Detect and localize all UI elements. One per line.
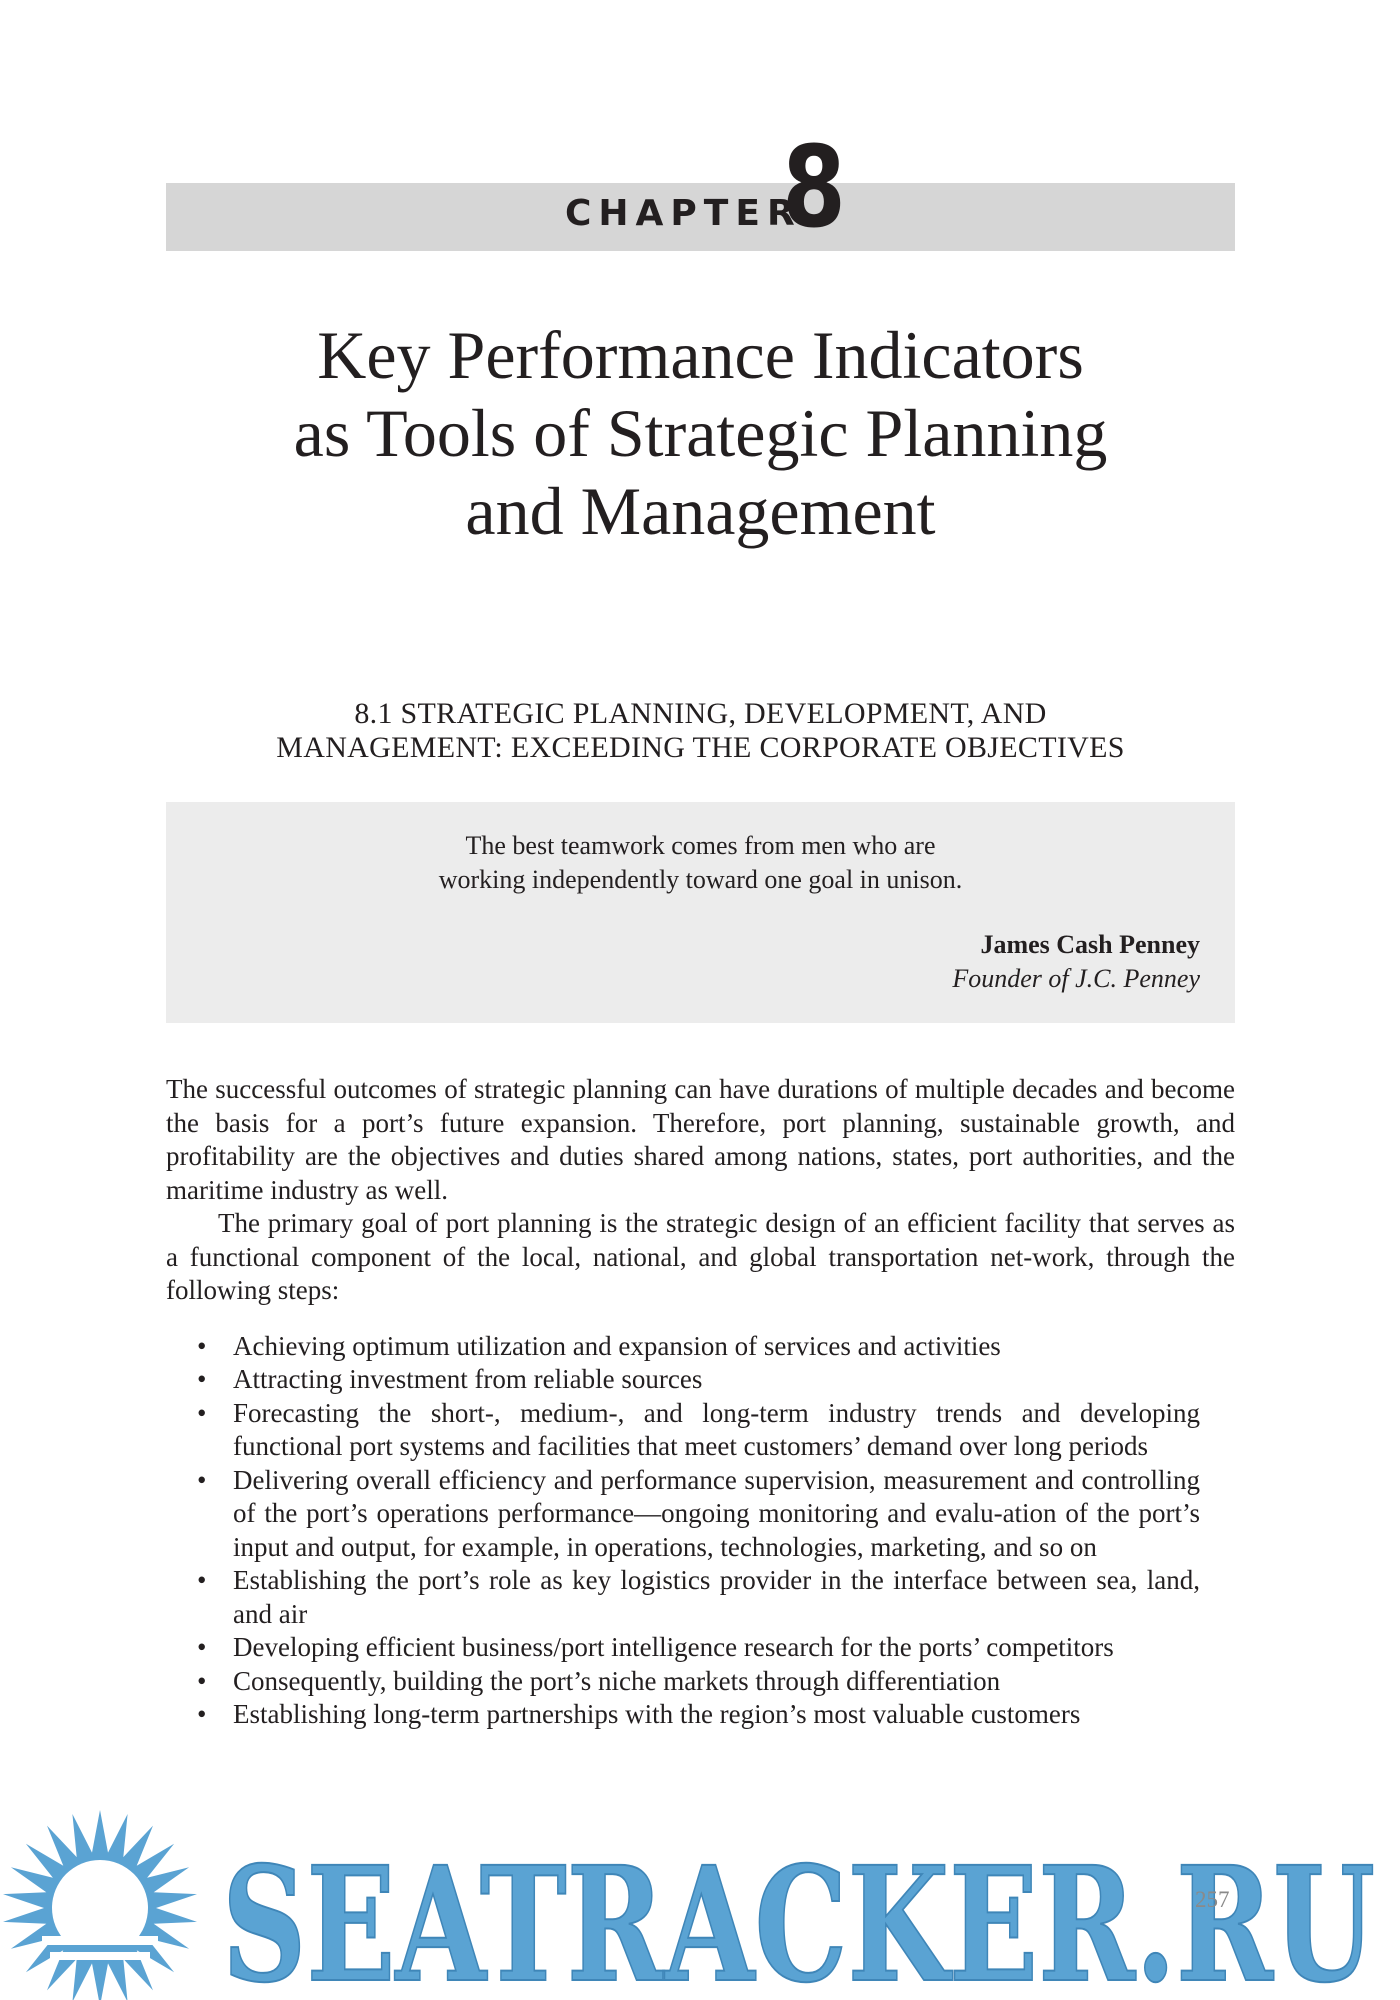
bullet-icon: • (197, 1397, 207, 1428)
chapter-title-line: as Tools of Strategic Planning (293, 395, 1108, 471)
paragraph: The successful outcomes of strategic planning can have durations of multiple decades and become the basis for a port’s future expansion. Therefore, port planning, sustainable growth, and profitability are the objectives and duties shared among nations, states, port authorities, and the maritime industry as well. (166, 1074, 1235, 1205)
watermark-text: SEATRACKER.RU (222, 1833, 1375, 2000)
epigraph-quote (166, 829, 1235, 897)
epigraph-author: James Cash Penney (980, 930, 1200, 959)
bullet-icon: • (197, 1464, 207, 1495)
list-item-text: Delivering overall efficiency and performance supervision, measurement and controlling of the port’s operations performance—ongoing monitoring and evalu-ation of the port’s input and output, for example, in operations, technologies, marketing, and so on (233, 1464, 1200, 1562)
section-heading (166, 697, 1235, 765)
section-heading-line: MANAGEMENT: EXCEEDING THE CORPORATE OBJECTIVES (276, 731, 1125, 764)
bullet-list (166, 1330, 1200, 1732)
bullet-icon: • (197, 1632, 207, 1662)
list-item-text: Developing efficient business/port intelligence research for the ports’ competitors (233, 1632, 1114, 1662)
list-item-text: Achieving optimum utilization and expansion of services and activities (233, 1330, 1001, 1361)
chapter-title (166, 316, 1235, 550)
bullet-icon: • (197, 1665, 207, 1696)
bullet-icon: • (197, 1330, 207, 1361)
list-item-text: Attracting investment from reliable sources (233, 1364, 703, 1394)
section-heading-line: 8.1 STRATEGIC PLANNING, DEVELOPMENT, AND (354, 697, 1047, 730)
epigraph-author-role: Founder of J.C. Penney (952, 964, 1200, 993)
list-item-text: Forecasting the short-, medium-, and long-term industry trends and developing functional port systems and facilities that meet customers’ demand over long periods (233, 1397, 1200, 1461)
list-item-text: Consequently, building the port’s niche markets through differentiation (233, 1665, 1001, 1696)
page-number: 257 (1195, 1887, 1230, 1912)
list-item-text: Establishing long-term partnerships with the region’s most valuable customers (233, 1699, 1081, 1729)
list-item (197, 1397, 1200, 1464)
chapter-number: 8 (782, 123, 846, 253)
watermark (0, 1790, 1400, 2000)
list-item (197, 1464, 1200, 1565)
bullet-icon: • (197, 1565, 207, 1595)
bullet-icon: • (197, 1699, 207, 1729)
list-item (197, 1330, 1200, 1364)
chapter-label: CHAPTER (565, 193, 802, 234)
epigraph-line: The best teamwork comes from men who are (465, 831, 936, 860)
bullet-icon: • (197, 1364, 207, 1394)
body-text (166, 1073, 1235, 1732)
chapter-title-line: and Management (465, 473, 936, 549)
list-item (197, 1665, 1200, 1699)
sun-icon (3, 1810, 197, 2000)
epigraph-line: working independently toward one goal in unison. (438, 865, 963, 894)
list-item (197, 1698, 1200, 1732)
paragraph: The primary goal of port planning is the strategic design of an efficient facility that serves as a functional component of the local, national, and global transportation net-work, through the following steps: (166, 1208, 1235, 1305)
list-item (197, 1564, 1200, 1631)
list-item-text: Establishing the port’s role as key logistics provider in the interface between sea, land, and air (233, 1565, 1200, 1629)
chapter-title-line: Key Performance Indicators (317, 317, 1084, 393)
list-item (197, 1363, 1200, 1397)
list-item (197, 1631, 1200, 1665)
